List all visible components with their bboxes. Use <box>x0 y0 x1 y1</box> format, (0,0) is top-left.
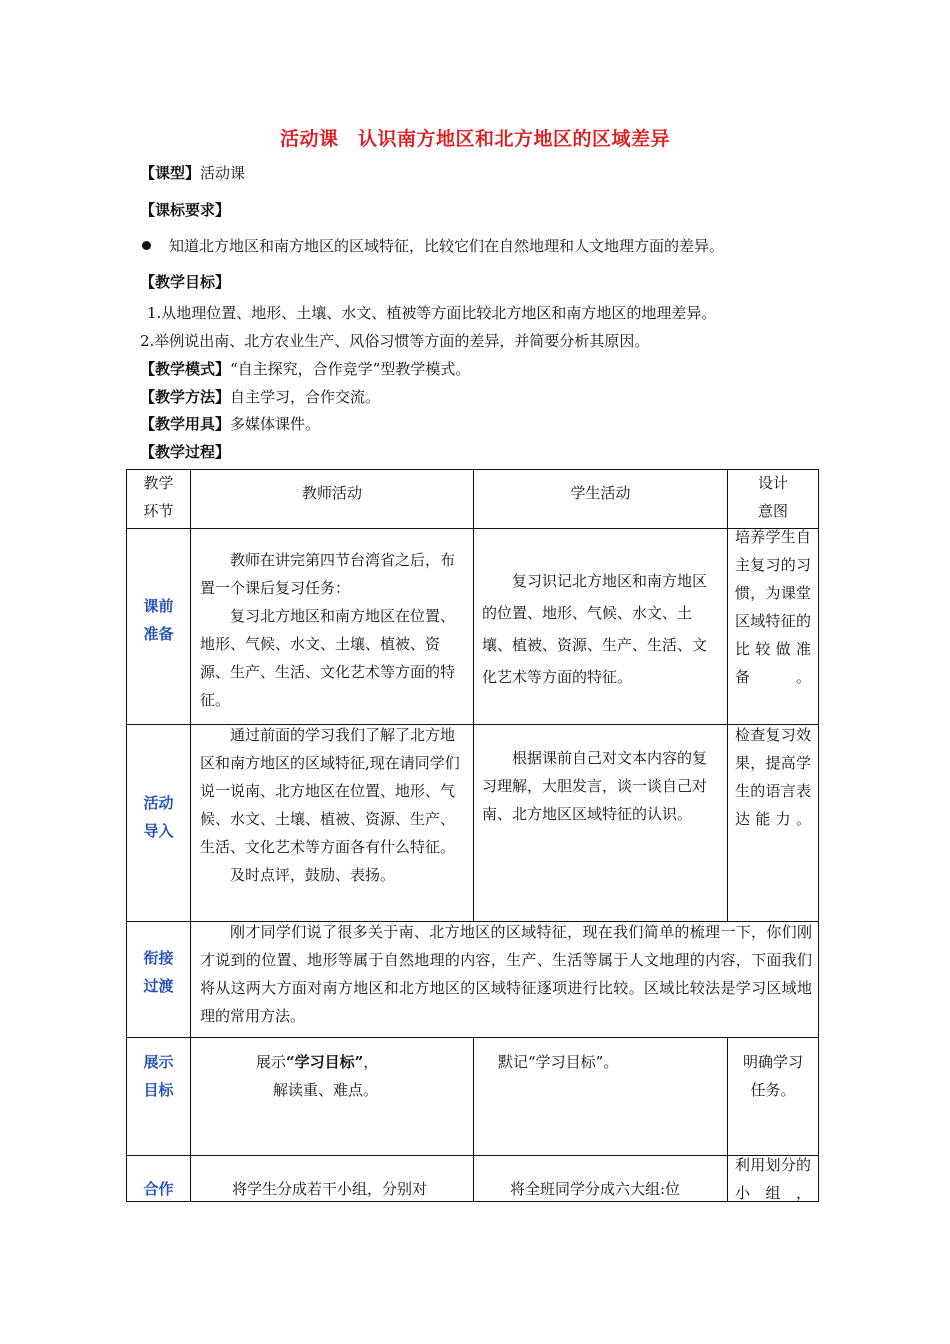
row-intent-intro: 检查复习效果，提高学生的语言表达能力。 <box>735 726 811 828</box>
lesson-type-line <box>140 163 245 183</box>
process-label: 【教学过程】 <box>140 443 231 461</box>
row-stage-prep <box>127 592 190 648</box>
row-merged-transition: 刚才同学们说了很多关于南、北方地区的区域特征，现在我们简单的梳理一下，你们刚才说到的位置、地形等属于自然地理的内容，生产、生活等属于人文地理的内容，下面我们将从这两大方面对南方地区和北方地区的区域特征逐项进行比较。区域比较法是学习区域地理的常用方法。 <box>200 923 812 1025</box>
intent-line-2: 任务。 <box>750 1081 796 1099</box>
row-student-intro <box>482 744 720 828</box>
row-stage-goals <box>127 1048 190 1104</box>
row-intent-goals <box>728 1048 818 1104</box>
row-intent-cooperation: 利用划分的小组， <box>735 1156 811 1202</box>
stage-line-1: 衔接 <box>143 949 174 967</box>
stage-line-1: 合作 <box>143 1180 174 1198</box>
header-stage-line-2: 环节 <box>143 502 174 520</box>
objective-item-1: 1.从地理位置、地形、土壤、水文、植被等方面比较北方地区和南方地区的地理差异。 <box>147 304 717 322</box>
table-row-line-4 <box>126 1037 819 1038</box>
stage-line-1: 课前 <box>143 597 174 615</box>
row-stage-transition <box>127 944 190 1000</box>
header-intent-line-2: 意图 <box>757 502 788 520</box>
teacher-goals-bold: “学习目标” <box>286 1053 364 1071</box>
stage-line-2: 导入 <box>143 822 174 840</box>
teacher-paragraph-2: 复习北方地区和南方地区在位置、地形、气候、水文、土壤、植被、资源、生产、生活、文化艺术等方面的特征。 <box>200 607 456 709</box>
teacher-goals-prefix: 展示 <box>256 1053 287 1071</box>
row-intent-prep: 培养学生自主复习的习惯，为课堂区域特征的比较做准备。 <box>735 528 811 686</box>
table-divider-teacher-lower <box>473 1037 474 1202</box>
teacher-paragraph-1: 教师在讲完第四节台湾省之后，布置一个课后复习任务： <box>200 551 456 597</box>
stage-line-1: 展示 <box>143 1053 174 1071</box>
table-divider-student-upper <box>727 469 728 921</box>
header-stage-line-1: 教学 <box>143 474 174 492</box>
tools-label: 【教学用具】 <box>140 415 231 433</box>
mode-label: 【教学模式】 <box>140 360 231 378</box>
row-student-goals: 默记“学习目标”。 <box>498 1053 619 1071</box>
row-student-cooperation: 将全班同学分成六大组:位 <box>510 1180 681 1198</box>
table-divider-stage <box>190 469 191 1202</box>
header-stage <box>127 469 190 525</box>
row-stage-intro <box>127 789 190 845</box>
teacher-goals-line-2: 解读重、难点。 <box>273 1081 379 1099</box>
intent-line-1: 明确学习 <box>742 1053 803 1071</box>
teacher-goals-suffix: ， <box>363 1053 379 1071</box>
teacher-paragraph-2: 及时点评，鼓励、表扬。 <box>230 866 396 884</box>
stage-line-2: 过渡 <box>143 977 174 995</box>
standards-bullet-text: 知道北方地区和南方地区的区域特征，比较它们在自然地理和人文地理方面的差异。 <box>169 237 725 255</box>
objective-item-2: 2.举例说出南、北方农业生产、风俗习惯等方面的差异，并简要分析其原因。 <box>140 332 650 350</box>
row-teacher-intro <box>200 721 466 889</box>
header-intent-line-1: 设计 <box>757 474 788 492</box>
row-teacher-cooperation: 将学生分成若干小组，分别对 <box>232 1180 428 1198</box>
row-stage-cooperation <box>127 1175 190 1203</box>
objectives-label: 【教学目标】 <box>140 273 231 291</box>
header-student: 学生活动 <box>570 484 631 502</box>
standards-label: 【课标要求】 <box>140 201 231 219</box>
row-teacher-prep <box>200 546 466 714</box>
page-title: 活动课 认识南方地区和北方地区的区域差异 <box>279 128 670 150</box>
tools-line <box>140 414 320 434</box>
student-paragraph-1: 根据课前自己对文本内容的复习理解，大胆发言，谈一谈自己对南、北方地区区域特征的认识。 <box>482 749 708 823</box>
table-row-line-5 <box>126 1155 819 1156</box>
header-intent <box>728 469 818 525</box>
teacher-goals-line-1 <box>256 1048 466 1076</box>
student-paragraph-1: 复习识记北方地区和南方地区的位置、地形、气候、水文、土壤、植被、资源、生产、生活、文化艺术等方面的特征。 <box>482 572 708 686</box>
stage-line-2: 目标 <box>143 1081 174 1099</box>
header-teacher: 教师活动 <box>301 484 362 502</box>
method-value: 自主学习，合作交流。 <box>230 388 381 406</box>
stage-line-1: 活动 <box>143 794 174 812</box>
bullet-icon <box>142 241 151 250</box>
tools-value: 多媒体课件。 <box>230 415 321 433</box>
standards-bullet-line <box>142 236 724 256</box>
table-border-right <box>818 469 819 1202</box>
stage-line-2: 准备 <box>143 625 174 643</box>
row-teacher-goals <box>256 1048 466 1104</box>
mode-line <box>140 359 470 379</box>
lesson-type-value: 活动课 <box>200 164 246 182</box>
method-label: 【教学方法】 <box>140 388 231 406</box>
method-line <box>140 387 380 407</box>
lesson-type-label: 【课型】 <box>140 164 201 182</box>
table-row-line-1 <box>126 528 819 529</box>
mode-value: “自主探究，合作竞学”型教学模式。 <box>230 360 471 378</box>
teacher-paragraph-1: 通过前面的学习我们了解了北方地区和南方地区的区域特征,现在请同学们说一说南、北方地区在位置、地形、气候、水文、土壤、植被、资源、生产、生活、文化艺术等方面各有什么特征。 <box>200 726 460 856</box>
table-divider-teacher-upper <box>473 469 474 921</box>
row-student-prep <box>482 565 720 693</box>
teaching-process-table <box>126 469 819 1202</box>
table-border-top <box>126 469 819 470</box>
